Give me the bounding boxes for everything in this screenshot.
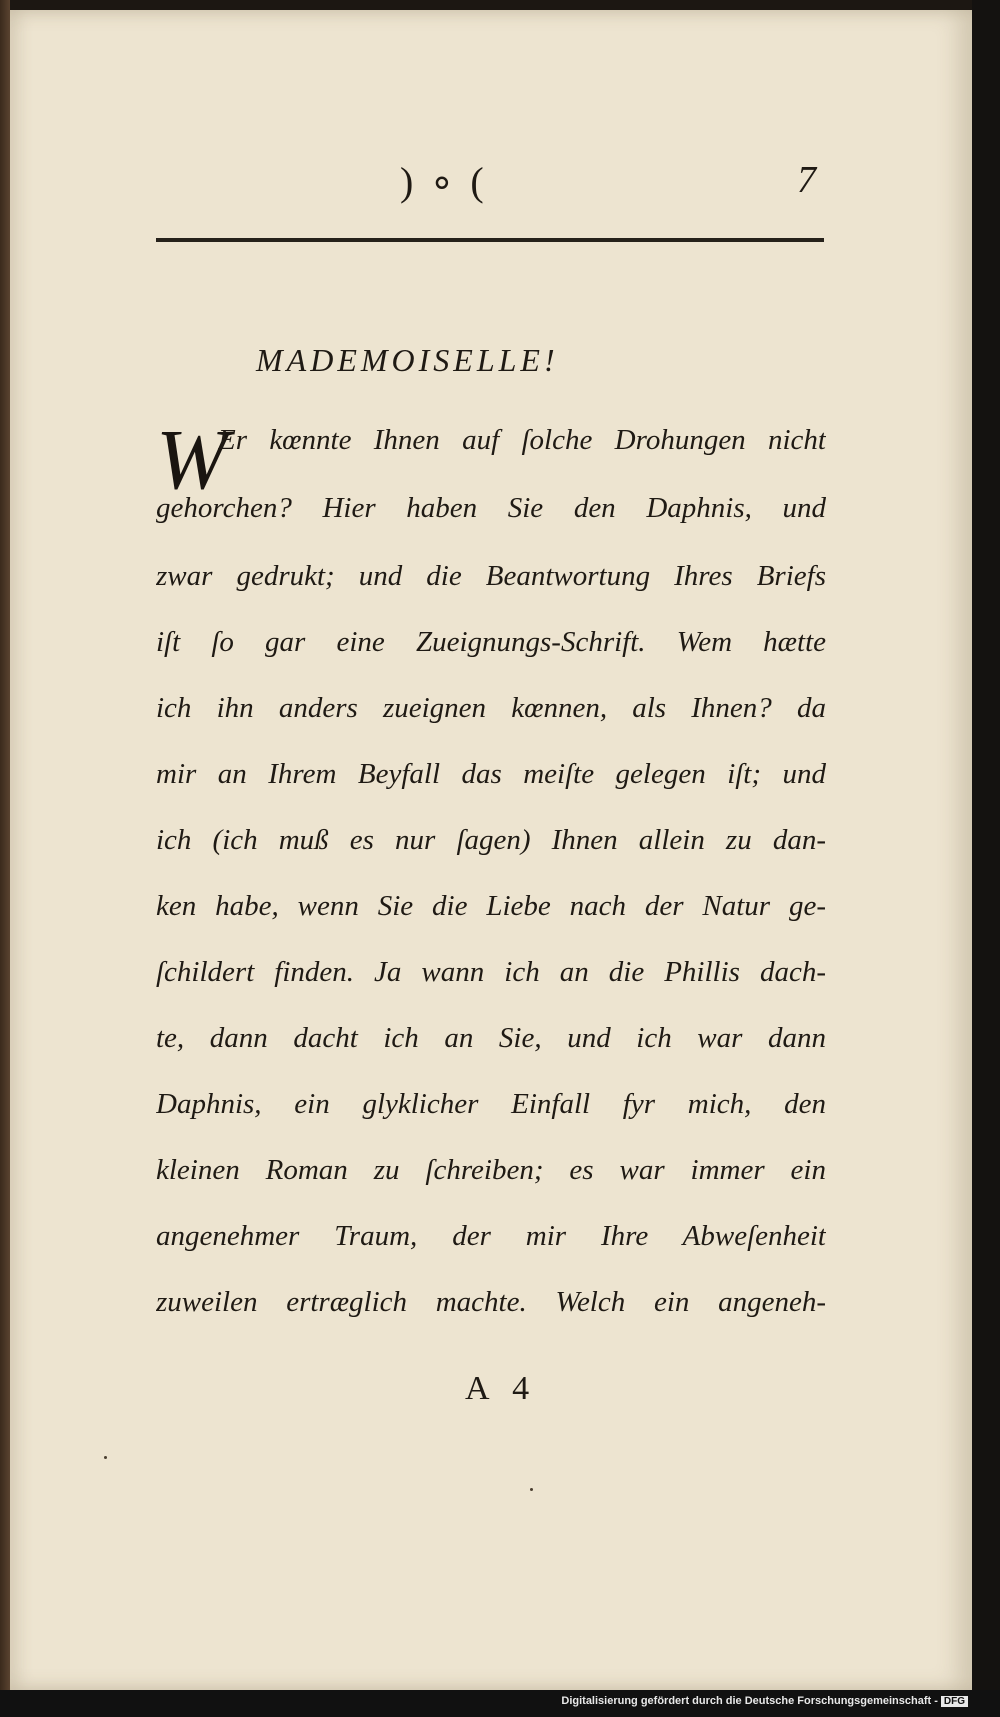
salutation: MADEMOISELLE! [256,342,559,378]
page-edge [972,0,1000,1717]
credit-text: Digitalisierung gefördert durch die Deutsche Forschungsgemeinschaft - [561,1695,938,1707]
text-line: zuweilen ertræglich machte. Welch ein angeneh- [156,1286,826,1318]
text-line: Er kœnnte Ihnen auf ſolche Drohungen nicht [218,424,826,456]
text-line: ich (ich muß es nur ſagen) Ihnen allein zu dan- [156,824,826,856]
text-line: kleinen Roman zu ſchreiben; es war immer ein [156,1154,826,1186]
text-line: Daphnis, ein glyklicher Einfall fyr mich, den [156,1088,826,1120]
drop-cap: W [156,411,228,507]
paper-speck [530,1488,533,1491]
digitization-credit [561,1695,968,1707]
page-number: 7 [797,159,816,201]
dfg-logo: DFG [941,1696,968,1707]
text-line: iſt ſo gar eine Zueignungs-Schrift. Wem hætte [156,626,826,658]
text-line: ken habe, wenn Sie die Liebe nach der Natur ge- [156,890,826,922]
header-rule [156,238,824,242]
signature-mark: A 4 [465,1370,538,1407]
book-spine [0,0,10,1717]
text-line: zwar gedrukt; und die Beantwortung Ihres Briefs [156,560,826,592]
text-line: gehorchen? Hier haben Sie den Daphnis, und [156,492,826,524]
paper-speck [104,1456,107,1459]
text-line: angenehmer Traum, der mir Ihre Abweſenheit [156,1220,826,1252]
header-ornament: )∘( [400,159,500,204]
text-line: ich ihn anders zueignen kœnnen, als Ihnen? da [156,692,826,724]
text-line: te, dann dacht ich an Sie, und ich war dann [156,1022,826,1054]
text-line: mir an Ihrem Beyfall das meiſte gelegen iſt; und [156,758,826,790]
text-line: ſchildert finden. Ja wann ich an die Phillis dach- [156,956,826,988]
